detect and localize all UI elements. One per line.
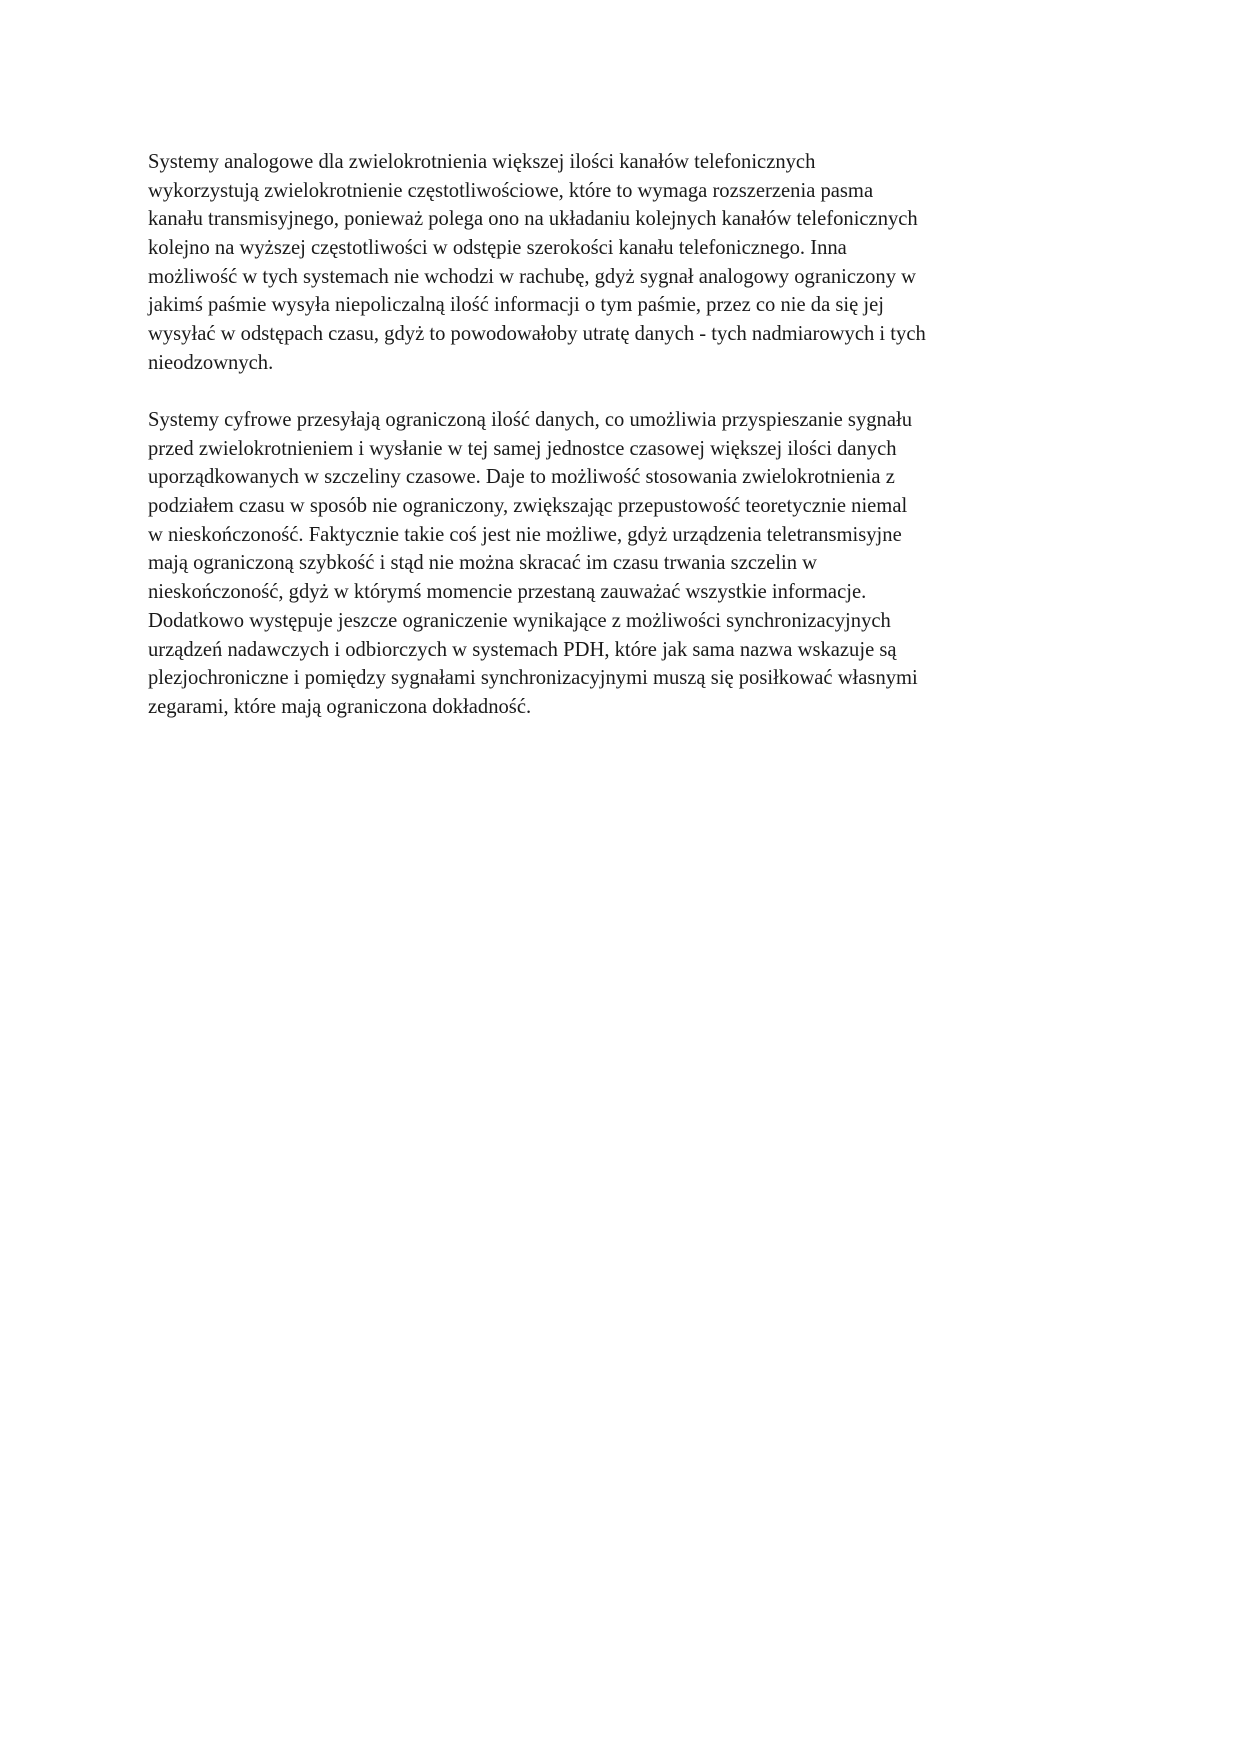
text-line: Systemy cyfrowe przesyłają ograniczoną ilość danych, co umożliwia przyspieszanie sygnału bbox=[148, 409, 912, 431]
text-line: Dodatkowo występuje jeszcze ograniczenie wynikające z możliwości synchronizacyjnych bbox=[148, 609, 891, 632]
text-line: przed zwielokrotnieniem i wysłanie w tej samej jednostce czasowej większej ilości danych bbox=[148, 437, 897, 460]
text-line: urządzeń nadawczych i odbiorczych w systemach PDH, które jak sama nazwa wskazuje są bbox=[148, 638, 897, 661]
text-line: wysyłać w odstępach czasu, gdyż to powodowałoby utratę danych - tych nadmiarowych i tych bbox=[148, 323, 926, 346]
text-line: kanału transmisyjnego, ponieważ polega ono na układaniu kolejnych kanałów telefonicznych bbox=[148, 208, 918, 231]
text-line: wykorzystują zwielokrotnienie częstotliwościowe, które to wymaga rozszerzenia pasma bbox=[148, 179, 874, 202]
text-line: plezjochroniczne i pomiędzy sygnałami synchronizacyjnymi muszą się posiłkować własnymi bbox=[148, 667, 918, 690]
text-line: kolejno na wyższej częstotliwości w odstępie szerokości kanału telefonicznego. Inna bbox=[148, 237, 847, 260]
text-line: nieodzownych. bbox=[148, 351, 274, 374]
paragraph-digital-systems bbox=[148, 406, 1108, 722]
text-line: w nieskończoność. Faktycznie takie coś jest nie możliwe, gdyż urządzenia teletransmisyjne bbox=[148, 523, 902, 546]
text-line: podziałem czasu w sposób nie ograniczony, zwiększając przepustowość teoretycznie niemal bbox=[148, 495, 908, 518]
text-line: zegarami, które mają ograniczona dokładność. bbox=[148, 695, 532, 718]
text-line: jakimś paśmie wysyła niepoliczalną ilość informacji o tym paśmie, przez co nie da się jej bbox=[148, 294, 884, 317]
paragraph-analog-systems bbox=[148, 148, 1108, 378]
text-line: uporządkowanych w szczeliny czasowe. Daje to możliwość stosowania zwielokrotnienia z bbox=[148, 466, 895, 489]
text-line: nieskończoność, gdyż w którymś momencie przestaną zauważać wszystkie informacje. bbox=[148, 581, 867, 604]
text-line: możliwość w tych systemach nie wchodzi w rachubę, gdyż sygnał analogowy ograniczony w bbox=[148, 265, 917, 288]
text-line: Systemy analogowe dla zwielokrotnienia większej ilości kanałów telefonicznych bbox=[148, 151, 816, 173]
text-line: mają ograniczoną szybkość i stąd nie można skracać im czasu trwania szczelin w bbox=[148, 552, 818, 575]
